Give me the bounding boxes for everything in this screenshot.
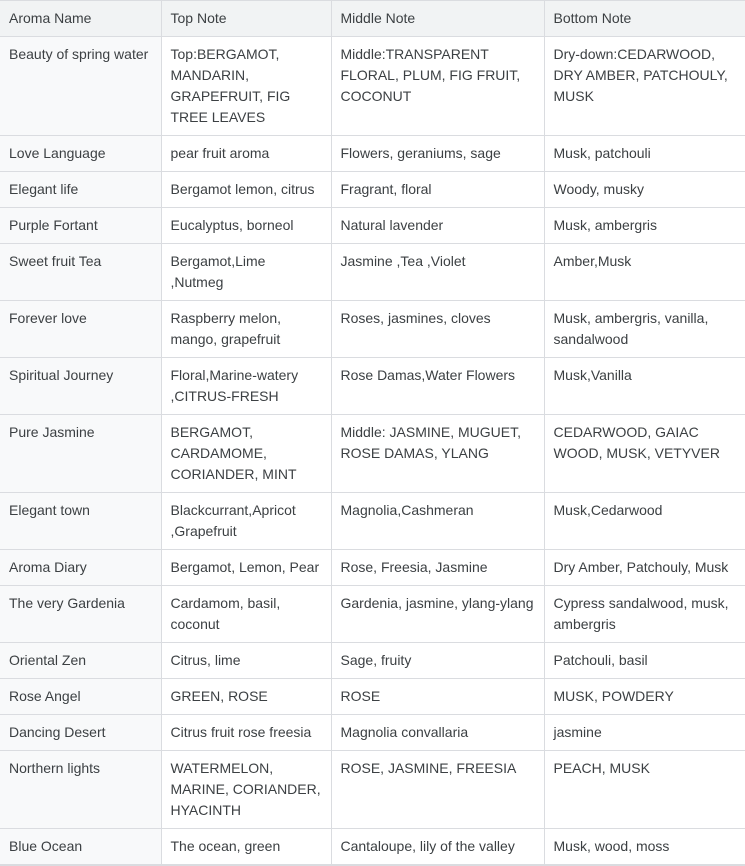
- table-row: [0, 586, 745, 643]
- header-middle-note: Middle Note: [331, 1, 544, 37]
- cell-middle-note: Magnolia,Cashmeran: [331, 493, 544, 550]
- cell-middle-note: Flowers, geraniums, sage: [331, 136, 544, 172]
- table-row: [0, 358, 745, 415]
- cell-middle-note: Sage, fruity: [331, 643, 544, 679]
- cell-bottom-note: Musk, wood, moss: [544, 829, 745, 866]
- header-bottom-note: Bottom Note: [544, 1, 745, 37]
- table-row: [0, 643, 745, 679]
- cell-top-note: pear fruit aroma: [161, 136, 331, 172]
- cell-aroma-name: Spiritual Journey: [0, 358, 161, 415]
- cell-top-note: Raspberry melon, mango, grapefruit: [161, 301, 331, 358]
- cell-bottom-note: MUSK, POWDERY: [544, 679, 745, 715]
- cell-top-note: WATERMELON, MARINE, CORIANDER, HYACINTH: [161, 751, 331, 829]
- table-body: [0, 37, 745, 866]
- cell-middle-note: Middle:TRANSPARENT FLORAL, PLUM, FIG FRUIT, COCONUT: [331, 37, 544, 136]
- cell-middle-note: Magnolia convallaria: [331, 715, 544, 751]
- cell-middle-note: Cantaloupe, lily of the valley: [331, 829, 544, 866]
- table-row: [0, 244, 745, 301]
- cell-top-note: Blackcurrant,Apricot ,Grapefruit: [161, 493, 331, 550]
- cell-aroma-name: Sweet fruit Tea: [0, 244, 161, 301]
- cell-top-note: Bergamot lemon, citrus: [161, 172, 331, 208]
- cell-bottom-note: Amber,Musk: [544, 244, 745, 301]
- cell-bottom-note: Patchouli, basil: [544, 643, 745, 679]
- cell-bottom-note: Musk, patchouli: [544, 136, 745, 172]
- cell-aroma-name: Elegant town: [0, 493, 161, 550]
- cell-middle-note: Roses, jasmines, cloves: [331, 301, 544, 358]
- cell-aroma-name: Blue Ocean: [0, 829, 161, 866]
- cell-top-note: Cardamom, basil, coconut: [161, 586, 331, 643]
- cell-aroma-name: Purple Fortant: [0, 208, 161, 244]
- table-row: [0, 493, 745, 550]
- table-row: [0, 751, 745, 829]
- cell-bottom-note: Dry-down:CEDARWOOD, DRY AMBER, PATCHOULY, MUSK: [544, 37, 745, 136]
- cell-bottom-note: Dry Amber, Patchouly, Musk: [544, 550, 745, 586]
- cell-aroma-name: Rose Angel: [0, 679, 161, 715]
- cell-top-note: Eucalyptus, borneol: [161, 208, 331, 244]
- cell-top-note: Bergamot,Lime ,Nutmeg: [161, 244, 331, 301]
- cell-middle-note: Rose, Freesia, Jasmine: [331, 550, 544, 586]
- cell-bottom-note: jasmine: [544, 715, 745, 751]
- table-row: [0, 415, 745, 493]
- cell-middle-note: Jasmine ,Tea ,Violet: [331, 244, 544, 301]
- cell-aroma-name: Love Language: [0, 136, 161, 172]
- table-row: [0, 37, 745, 136]
- cell-bottom-note: Musk,Vanilla: [544, 358, 745, 415]
- cell-aroma-name: Oriental Zen: [0, 643, 161, 679]
- header-aroma-name: Aroma Name: [0, 1, 161, 37]
- cell-top-note: GREEN, ROSE: [161, 679, 331, 715]
- cell-bottom-note: Musk, ambergris: [544, 208, 745, 244]
- table-header: [0, 1, 745, 37]
- cell-bottom-note: Woody, musky: [544, 172, 745, 208]
- cell-middle-note: Rose Damas,Water Flowers: [331, 358, 544, 415]
- cell-bottom-note: Musk, ambergris, vanilla, sandalwood: [544, 301, 745, 358]
- cell-top-note: Citrus, lime: [161, 643, 331, 679]
- cell-top-note: Top:BERGAMOT, MANDARIN, GRAPEFRUIT, FIG TREE LEAVES: [161, 37, 331, 136]
- header-top-note: Top Note: [161, 1, 331, 37]
- table-row: [0, 136, 745, 172]
- cell-middle-note: Natural lavender: [331, 208, 544, 244]
- cell-aroma-name: Forever love: [0, 301, 161, 358]
- cell-top-note: The ocean, green: [161, 829, 331, 866]
- cell-aroma-name: Dancing Desert: [0, 715, 161, 751]
- table-row: [0, 208, 745, 244]
- cell-aroma-name: Pure Jasmine: [0, 415, 161, 493]
- cell-middle-note: ROSE: [331, 679, 544, 715]
- cell-bottom-note: PEACH, MUSK: [544, 751, 745, 829]
- table-row: [0, 829, 745, 866]
- cell-bottom-note: CEDARWOOD, GAIAC WOOD, MUSK, VETYVER: [544, 415, 745, 493]
- cell-top-note: Floral,Marine-watery ,CITRUS-FRESH: [161, 358, 331, 415]
- cell-aroma-name: Beauty of spring water: [0, 37, 161, 136]
- cell-middle-note: Middle: JASMINE, MUGUET, ROSE DAMAS, YLANG: [331, 415, 544, 493]
- cell-aroma-name: Aroma Diary: [0, 550, 161, 586]
- table-row: [0, 715, 745, 751]
- table-row: [0, 301, 745, 358]
- cell-middle-note: Gardenia, jasmine, ylang-ylang: [331, 586, 544, 643]
- cell-top-note: Bergamot, Lemon, Pear: [161, 550, 331, 586]
- header-row: [0, 1, 745, 37]
- table-row: [0, 550, 745, 586]
- cell-middle-note: ROSE, JASMINE, FREESIA: [331, 751, 544, 829]
- cell-aroma-name: Elegant life: [0, 172, 161, 208]
- table-row: [0, 172, 745, 208]
- cell-middle-note: Fragrant, floral: [331, 172, 544, 208]
- cell-aroma-name: The very Gardenia: [0, 586, 161, 643]
- table-row: [0, 679, 745, 715]
- cell-top-note: Citrus fruit rose freesia: [161, 715, 331, 751]
- cell-bottom-note: Musk,Cedarwood: [544, 493, 745, 550]
- cell-aroma-name: Northern lights: [0, 751, 161, 829]
- cell-top-note: BERGAMOT, CARDAMOME, CORIANDER, MINT: [161, 415, 331, 493]
- cell-bottom-note: Cypress sandalwood, musk, ambergris: [544, 586, 745, 643]
